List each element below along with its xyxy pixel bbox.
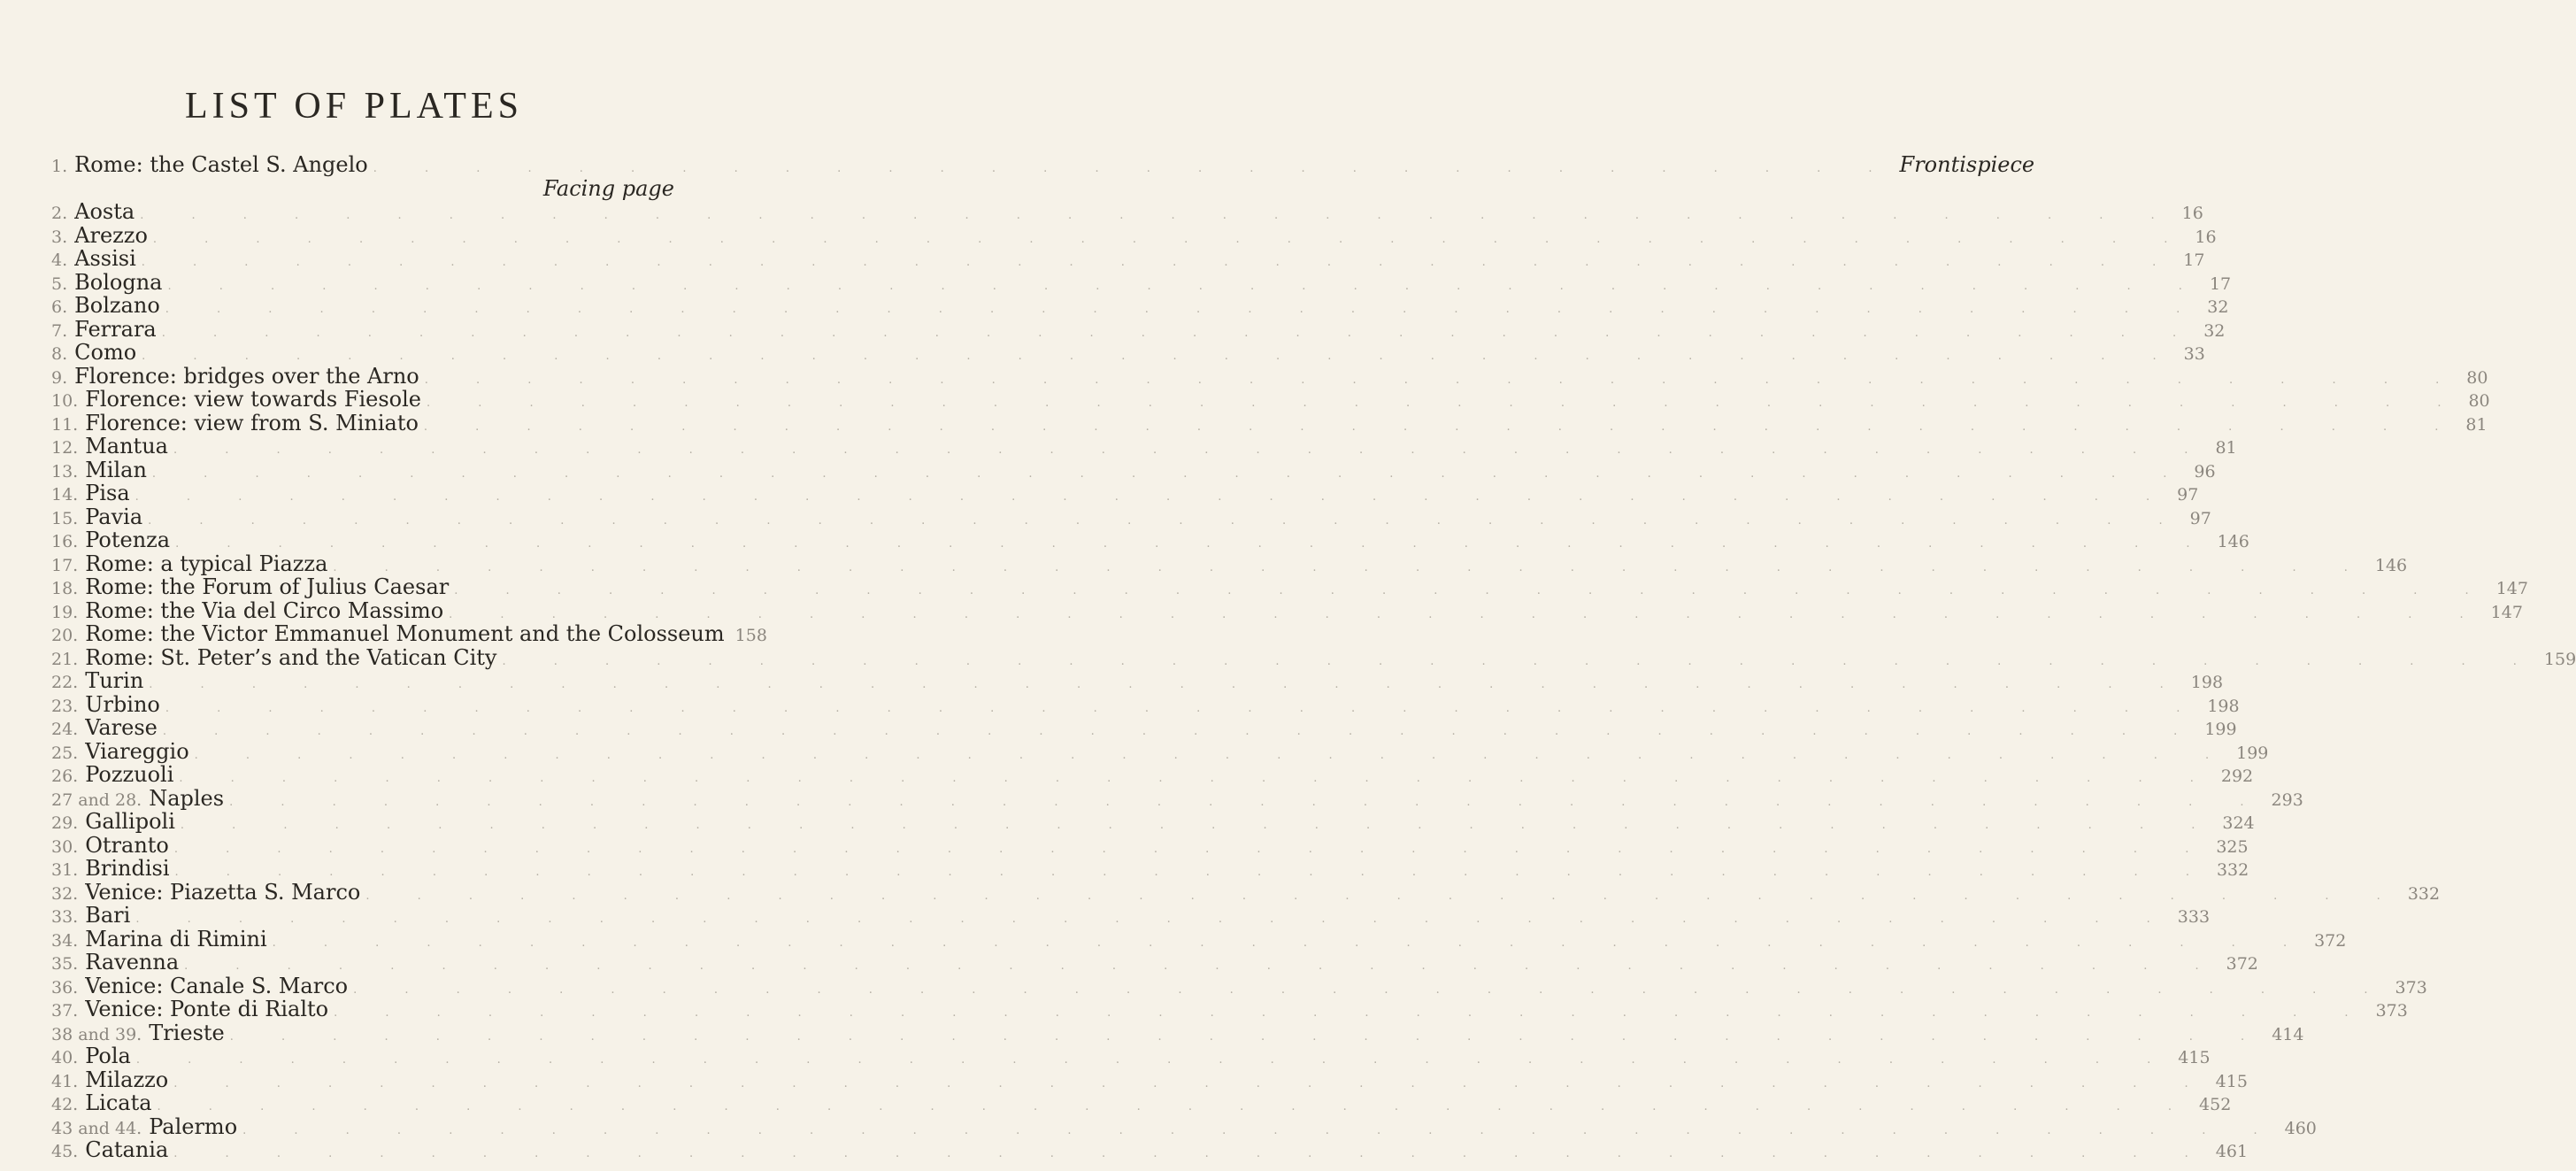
dot-leader: . . . . . . . . . . . . . . . . . . . . . . . . . . . . . . . . . . . . . . . . <box>333 560 2370 574</box>
page-number: 146 <box>2374 555 2408 575</box>
plate-entry <box>51 621 767 646</box>
plate-number: 1. <box>51 157 68 176</box>
plate-number: 14. <box>51 485 79 505</box>
dot-leader: . . . . . . . . . . . . . . . . . . . . . . . . . . . . . . . . . . . . . . . . <box>151 466 2189 481</box>
plate-title: Rome: the Victor Emmanuel Monument and the Colosseum <box>85 621 725 646</box>
plate-number: 8. <box>51 344 68 364</box>
facing-page-header: Facing page <box>542 175 674 201</box>
plate-title: Milazzo <box>85 1067 169 1092</box>
plate-title: Rome: the Via del Circo Massimo <box>85 597 444 623</box>
plate-number: 40. <box>51 1048 79 1067</box>
plate-number: 31. <box>51 860 79 880</box>
plate-number: 16. <box>51 532 79 551</box>
plate-title: Mantua <box>85 434 168 458</box>
plate-title: Florence: bridges over the Arno <box>74 363 419 389</box>
dot-leader: . . . . . . . . . . . . . . . . . . . . . . . . . . . . . . . . . . . . . . . . <box>423 420 2461 434</box>
plate-number: 17. <box>51 555 79 575</box>
plate-number: 5. <box>51 273 68 294</box>
page-number: 461 <box>2215 1142 2249 1161</box>
plate-number: 34. <box>51 930 79 951</box>
dot-leader: . . . . . . . . . . . . . . . . . . . . . . . . . . . . . . . . . . . . . . . . <box>179 772 2216 785</box>
dot-leader: . . . . . . . . . . . . . . . . . . . . . . . . . . . . . . . . . . . . . . . . <box>173 1076 2211 1090</box>
plates-list <box>51 152 2576 1162</box>
page-number: 199 <box>2204 720 2237 739</box>
page-number: 97 <box>2189 508 2211 528</box>
dot-leader: . . . . . . . . . . . . . . . . . . . . . . . . . . . . . . . . . . . . . . . . <box>229 1029 2267 1044</box>
dot-leader: . . . . . . . . . . . . . . . . . . . . . . . . . . . . . . . . . . . . . . . . <box>424 373 2462 387</box>
plate-title: Venice: Ponte di Rialto <box>85 997 329 1021</box>
plate-title: Venice: Canale S. Marco <box>85 973 349 998</box>
page-number: 293 <box>2271 790 2303 810</box>
plate-title: Varese <box>85 715 158 740</box>
page-number: 146 <box>2217 532 2249 551</box>
plate-title: Otranto <box>85 832 169 858</box>
dot-leader: . . . . . . . . . . . . . . . . . . . . . . . . . . . . . . . . . . . . . . . . <box>175 537 2212 551</box>
page-number: 16 <box>2181 204 2203 223</box>
page-number: 80 <box>2466 367 2488 388</box>
page-title: LIST OF PLATES <box>185 86 523 127</box>
plate-title: Urbino <box>85 691 160 717</box>
dot-leader: . . . . . . . . . . . . . . . . . . . . . . . . . . . . . . . . . . . . . . . . <box>148 513 2185 528</box>
plate-title: Milan <box>85 457 147 482</box>
page-number: 198 <box>2207 696 2240 716</box>
page-number: 80 <box>2468 391 2490 411</box>
plate-number: 25. <box>51 743 79 763</box>
plate-rows <box>51 199 2576 1162</box>
dot-leader: . . . . . . . . . . . . . . . . . . . . . . . . . . . . . . . . . . . . . . . . <box>149 678 2186 691</box>
plate-number: 45. <box>51 1142 79 1161</box>
page-number: 414 <box>2272 1024 2304 1044</box>
plate-title: Arezzo <box>74 222 148 248</box>
plate-title: Rome: a typical Piazza <box>85 551 328 576</box>
page-number: 292 <box>2220 767 2254 786</box>
plate-number: 21. <box>51 649 79 669</box>
page-number: 372 <box>2226 954 2258 974</box>
dot-leader: . . . . . . . . . . . . . . . . . . . . . . . . . . . . . . . . . . . . . . . . <box>173 842 2211 856</box>
dot-leader: . . . . . . . . . . . . . . . . . . . . . . . . . . . . . . . . . . . . . . . . <box>353 982 2390 997</box>
plate-number: 19. <box>51 602 79 622</box>
plate-number: 32. <box>51 883 79 904</box>
page-number: 32 <box>2203 320 2226 341</box>
plate-number: 20. <box>51 626 79 645</box>
dot-leader: . . . . . . . . . . . . . . . . . . . . . . . . . . . . . . . . . . . . . . . . <box>194 748 2232 762</box>
plate-number: 37. <box>51 1001 79 1021</box>
dot-leader: . . . . . . . . . . . . . . . . . . . . . . . . . . . . . . . . . . . . . . . . <box>165 303 2203 316</box>
page-number: 333 <box>2177 907 2211 927</box>
plate-title: Pisa <box>85 481 130 505</box>
plate-title: Naples <box>149 785 225 811</box>
plate-title: Palermo <box>149 1113 238 1139</box>
dot-leader: . . . . . . . . . . . . . . . . . . . . . . . . . . . . . . . . . . . . . . . . <box>173 1147 2211 1160</box>
dot-leader: . . . . . . . . . . . . . . . . . . . . . . . . . . . . . . . . . . . . . . . . <box>135 1053 2173 1067</box>
plate-entry <box>51 644 2576 670</box>
dot-leader: . . . . . . . . . . . . . . . . . . . . . . . . . . . . . . . . . . . . . . . . <box>135 490 2172 504</box>
page-number: 17 <box>2183 250 2205 270</box>
page-number: 159 <box>2543 649 2576 669</box>
dot-leader: . . . . . . . . . . . . . . . . . . . . . . . . . . . . . . . . . . . . . . . . <box>174 866 2211 879</box>
page-number: 33 <box>2183 344 2205 364</box>
dot-leader: . . . . . . . . . . . . . . . . . . . . . . . . . . . . . . . . . . . . . . . . <box>162 725 2200 738</box>
dot-leader: . . . . . . . . . . . . . . . . . . . . . . . . . . . . . . . . . . . . . . . . <box>161 326 2199 340</box>
plate-title: Licata <box>85 1090 152 1115</box>
page-number: 452 <box>2199 1095 2232 1114</box>
dot-leader: . . . . . . . . . . . . . . . . . . . . . . . . . . . . . . . . . . . . . . . . <box>152 232 2190 246</box>
plate-number: 27 and 28. <box>51 790 142 810</box>
plate-entry <box>51 199 2203 224</box>
plate-number: 2. <box>51 204 68 223</box>
plate-title: Pozzuoli <box>85 762 174 787</box>
plate-title: Brindisi <box>85 856 170 881</box>
plate-title: Trieste <box>149 1020 225 1045</box>
plate-number: 11. <box>51 414 79 435</box>
plate-number: 6. <box>51 297 68 317</box>
plate-number: 38 and 39. <box>51 1024 142 1044</box>
plate-entry-frontispiece <box>51 152 2035 177</box>
page-number: 147 <box>2490 602 2523 622</box>
dot-leader: . . . . . . . . . . . . . . . . . . . . . . . . . . . . . . . . . . . . . . . . <box>180 819 2218 832</box>
dot-leader: . . . . . . . . . . . . . . . . . . . . . . . . . . . . . . . . . . . . . . . . <box>165 701 2203 715</box>
plate-number: 43 and 44. <box>51 1118 142 1138</box>
plate-number: 42. <box>51 1095 79 1114</box>
plate-number: 3. <box>51 227 68 247</box>
plate-number: 41. <box>51 1071 79 1091</box>
page-number: 460 <box>2284 1118 2317 1138</box>
dot-leader: . . . . . . . . . . . . . . . . . . . . . . . . . . . . . . . . . . . . . . . . <box>167 279 2204 293</box>
page-number: 198 <box>2190 673 2224 692</box>
page-number: 96 <box>2194 461 2216 481</box>
plate-title: Marina di Rimini <box>85 926 267 951</box>
page-number: 325 <box>2216 836 2249 857</box>
dot-leader: . . . . . . . . . . . . . . . . . . . . . . . . . . . . . . . . . . . . . . . . <box>157 1100 2195 1113</box>
plate-title: Florence: view towards Fiesole <box>85 387 421 412</box>
dot-leader: . . . . . . . . . . . . . . . . . . . . . . . . . . . . . . . . . . . . . . . . <box>449 607 2486 621</box>
plate-number: 24. <box>51 720 79 739</box>
page-number: 158 <box>734 626 767 645</box>
dot-leader: . . . . . . . . . . . . . . . . . . . . . . . . . . . . . . <box>373 162 1895 175</box>
plate-title: Como <box>74 340 137 365</box>
plate-number: 22. <box>51 673 79 692</box>
plate-title: Florence: view from S. Miniato <box>85 410 419 435</box>
page-number: 415 <box>2178 1048 2211 1067</box>
plate-number: 12. <box>51 438 79 458</box>
plate-number: 23. <box>51 696 79 716</box>
plate-number: 7. <box>51 320 68 341</box>
page-number: 373 <box>2375 1001 2408 1021</box>
plate-title: Rome: the Castel S. Angelo <box>74 152 368 177</box>
page-number: 81 <box>2215 438 2237 458</box>
page-number: 81 <box>2465 414 2488 435</box>
page-number: 97 <box>2177 485 2199 505</box>
plate-title: Pavia <box>85 504 143 529</box>
plate-number: 36. <box>51 977 79 998</box>
plate-title: Ferrara <box>74 316 157 342</box>
dot-leader: . . . . . . . . . . . . . . . . . . . . . . . . . . . . . . . . . . . . . . . . <box>502 654 2539 668</box>
plate-number: 33. <box>51 907 79 927</box>
plate-title: Rome: the Forum of Julius Caesar <box>85 574 450 599</box>
page-number: 373 <box>2395 977 2427 998</box>
plate-number: 18. <box>51 579 79 598</box>
plate-number: 15. <box>51 508 79 528</box>
page-number: 147 <box>2495 579 2528 598</box>
plate-title: Gallipoli <box>85 809 175 834</box>
plate-title: Pola <box>85 1044 131 1068</box>
plate-title: Catania <box>85 1137 169 1162</box>
plate-title: Assisi <box>74 246 136 271</box>
plate-title: Bologna <box>74 269 163 295</box>
dot-leader: . . . . . . . . . . . . . . . . . . . . . . . . . . . . . . . . . . . . . . . . <box>142 350 2179 363</box>
page-number: 415 <box>2215 1071 2248 1091</box>
plate-number: 35. <box>51 954 79 974</box>
dot-leader: . . . . . . . . . . . . . . . . . . . . . . . . . . . . . . . . . . . . . . . . <box>242 1123 2280 1137</box>
dot-leader: . . . . . . . . . . . . . . . . . . . . . . . . . . . . . . . . . . . . . . . . <box>272 936 2310 950</box>
dot-leader: . . . . . . . . . . . . . . . . . . . . . . . . . . . . . . . . . . . . . . . . <box>454 584 2491 597</box>
dot-leader: . . . . . . . . . . . . . . . . . . . . . . . . . . . . . . . . . . . . . . . . <box>173 443 2211 457</box>
plate-title: Venice: Piazetta S. Marco <box>85 879 361 905</box>
page-number: 16 <box>2195 227 2217 247</box>
plate-number: 26. <box>51 767 79 786</box>
plate-title: Turin <box>85 668 144 693</box>
plate-title: Viareggio <box>85 738 189 764</box>
dot-leader: . . . . . . . . . . . . . . . . . . . . . . . . . . . . . . . . . . . . . . . . <box>365 889 2403 903</box>
plate-title: Rome: St. Peter’s and the Vatican City <box>85 644 497 670</box>
frontispiece-label: Frontispiece <box>1899 152 2035 177</box>
page-number: 17 <box>2209 273 2232 294</box>
page-number: 324 <box>2222 813 2255 833</box>
plate-title: Bolzano <box>74 293 160 318</box>
plate-number: 13. <box>51 461 79 481</box>
plate-number: 4. <box>51 250 68 270</box>
page-number: 199 <box>2236 743 2269 763</box>
dot-leader: . . . . . . . . . . . . . . . . . . . . . . . . . . . . . . . . . . . . . . . . <box>184 959 2221 973</box>
plate-title: Bari <box>85 903 131 928</box>
plate-title: Ravenna <box>85 950 180 975</box>
page-number: 372 <box>2314 930 2347 951</box>
dot-leader: . . . . . . . . . . . . . . . . . . . . . . . . . . . . . . . . . . . . . . . . <box>229 795 2266 809</box>
dot-leader: . . . . . . . . . . . . . . . . . . . . . . . . . . . . . . . . . . . . . . . . <box>334 1006 2371 1020</box>
page-number: 332 <box>2407 883 2441 904</box>
plate-number: 29. <box>51 813 79 833</box>
page-number: 332 <box>2216 860 2249 880</box>
plate-title: Aosta <box>74 199 135 224</box>
page-number: 32 <box>2207 297 2229 317</box>
plate-title: Potenza <box>85 528 171 552</box>
dot-leader: . . . . . . . . . . . . . . . . . . . . . . . . . . . . . . . . . . . . . . . . <box>135 913 2172 926</box>
plate-number: 9. <box>51 367 68 388</box>
plate-number: 30. <box>51 836 79 857</box>
dot-leader: . . . . . . . . . . . . . . . . . . . . . . . . . . . . . . . . . . . . . . . . <box>140 209 2177 222</box>
dot-leader: . . . . . . . . . . . . . . . . . . . . . . . . . . . . . . . . . . . . . . . . <box>427 397 2464 410</box>
dot-leader: . . . . . . . . . . . . . . . . . . . . . . . . . . . . . . . . . . . . . . . . <box>141 256 2179 269</box>
plate-number: 10. <box>51 391 79 411</box>
